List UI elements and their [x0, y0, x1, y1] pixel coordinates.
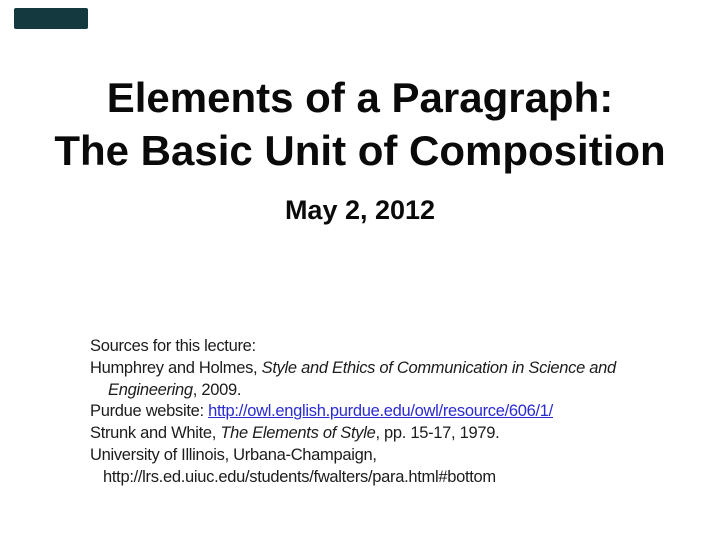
source-line [90, 445, 700, 467]
purdue-owl-link[interactable]: http://owl.english.purdue.edu/owl/resource/606/1/ [208, 402, 553, 421]
source-text: Sources for this lecture: [90, 337, 256, 355]
source-text: http://lrs.ed.uiuc.edu/students/fwalters/para.html#bottom [103, 467, 496, 486]
source-line [90, 336, 700, 358]
slide-title-line1: Elements of a Paragraph: [106, 74, 614, 121]
source-text: Humphrey and Holmes, [90, 358, 262, 377]
source-line [90, 401, 700, 423]
source-italic: Style and Ethics of Communication in Science and [261, 358, 616, 377]
slide-date: May 2, 2012 [284, 195, 436, 225]
source-text: Strunk and White, [90, 424, 221, 443]
source-text: University of Illinois, Urbana-Champaign, [90, 445, 377, 464]
source-line [90, 467, 700, 489]
source-text: , 2009. [192, 380, 242, 399]
source-text: Purdue website: [90, 402, 209, 421]
source-italic: The Elements of Style [220, 424, 376, 443]
source-line [90, 380, 700, 402]
accent-bar [14, 8, 88, 29]
slide-title-line2: The Basic Unit of Composition [54, 127, 666, 174]
source-line [90, 358, 700, 380]
sources-block [90, 336, 700, 489]
source-text: , pp. 15-17, 1979. [375, 424, 500, 443]
source-line [90, 423, 700, 445]
slide-title [0, 71, 720, 177]
source-italic: Engineering [108, 380, 193, 399]
